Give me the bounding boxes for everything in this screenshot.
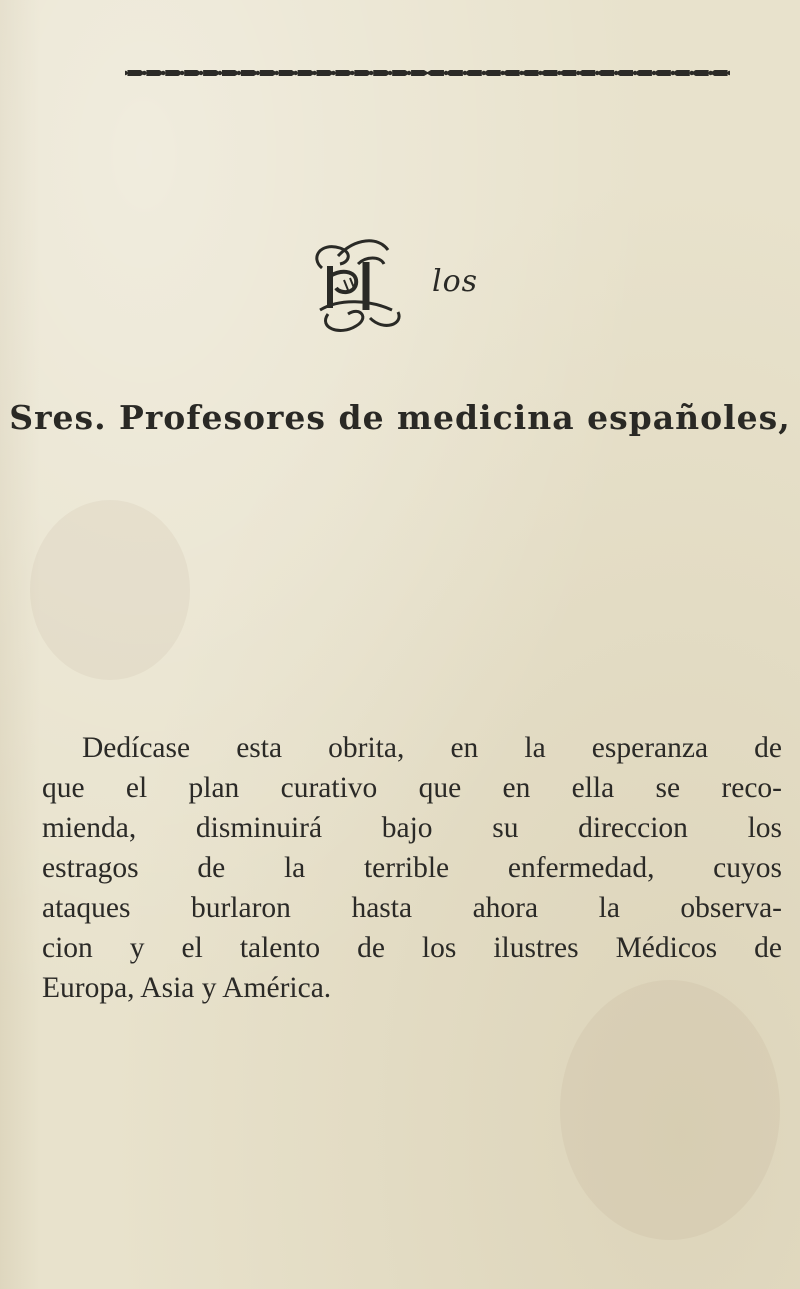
paragraph-line: Europa, Asia y América. bbox=[42, 972, 332, 1004]
paragraph-line: que el plan curativo que en ella se reco- bbox=[42, 772, 782, 804]
paragraph-line: Dedícase esta obrita, en la esperanza de bbox=[82, 732, 782, 764]
fleuron-mark bbox=[275, 70, 297, 76]
fleuron-mark bbox=[577, 70, 599, 76]
paragraph-line: mienda, disminuirá bajo su direccion los bbox=[42, 812, 782, 844]
fleuron-mark bbox=[596, 70, 618, 76]
fleuron-mark bbox=[256, 70, 278, 76]
fleuron-mark bbox=[180, 70, 202, 76]
fleuron-mark bbox=[199, 70, 221, 76]
fleuron-mark bbox=[483, 70, 505, 76]
fleuron-mark bbox=[426, 70, 448, 76]
fleuron-mark bbox=[710, 70, 730, 76]
fleuron-mark bbox=[369, 70, 391, 76]
paper-stain bbox=[560, 980, 780, 1240]
fleuron-mark bbox=[142, 70, 164, 76]
fleuron-mark bbox=[558, 70, 580, 76]
fleuron-mark bbox=[520, 70, 542, 76]
fleuron-mark bbox=[445, 70, 467, 76]
fleuron-mark bbox=[218, 70, 240, 76]
fleuron-mark bbox=[237, 70, 259, 76]
paper-stain bbox=[30, 500, 190, 680]
fleuron-mark bbox=[161, 70, 183, 76]
calligraphic-flourish-icon bbox=[300, 228, 420, 338]
fleuron-mark bbox=[502, 70, 524, 76]
ornamental-border-icon bbox=[125, 62, 730, 84]
paragraph-line: estragos de la terrible enfermedad, cuyos bbox=[42, 852, 782, 884]
fleuron-mark bbox=[615, 70, 637, 76]
fleuron-mark bbox=[672, 70, 694, 76]
fleuron-mark bbox=[691, 70, 713, 76]
fleuron-mark bbox=[407, 70, 429, 76]
fleuron-mark bbox=[312, 70, 334, 76]
dedication-paragraph bbox=[42, 728, 782, 1008]
paragraph-line: cion y el talento de los ilustres Médicos de bbox=[42, 932, 782, 964]
fleuron-mark bbox=[653, 70, 675, 76]
fleuron-mark bbox=[539, 70, 561, 76]
addressee-line: Sres. Profesores de medicina españoles, bbox=[9, 398, 791, 437]
dedication-heading bbox=[0, 228, 800, 338]
fleuron-mark bbox=[293, 70, 315, 76]
fleuron-mark bbox=[331, 70, 353, 76]
fleuron-mark bbox=[464, 70, 486, 76]
los-word: los bbox=[432, 264, 479, 299]
fleuron-mark bbox=[388, 70, 410, 76]
fleuron-mark bbox=[350, 70, 372, 76]
fleuron-mark bbox=[634, 70, 656, 76]
paragraph-line: ataques burlaron hasta ahora la observa- bbox=[42, 892, 782, 924]
